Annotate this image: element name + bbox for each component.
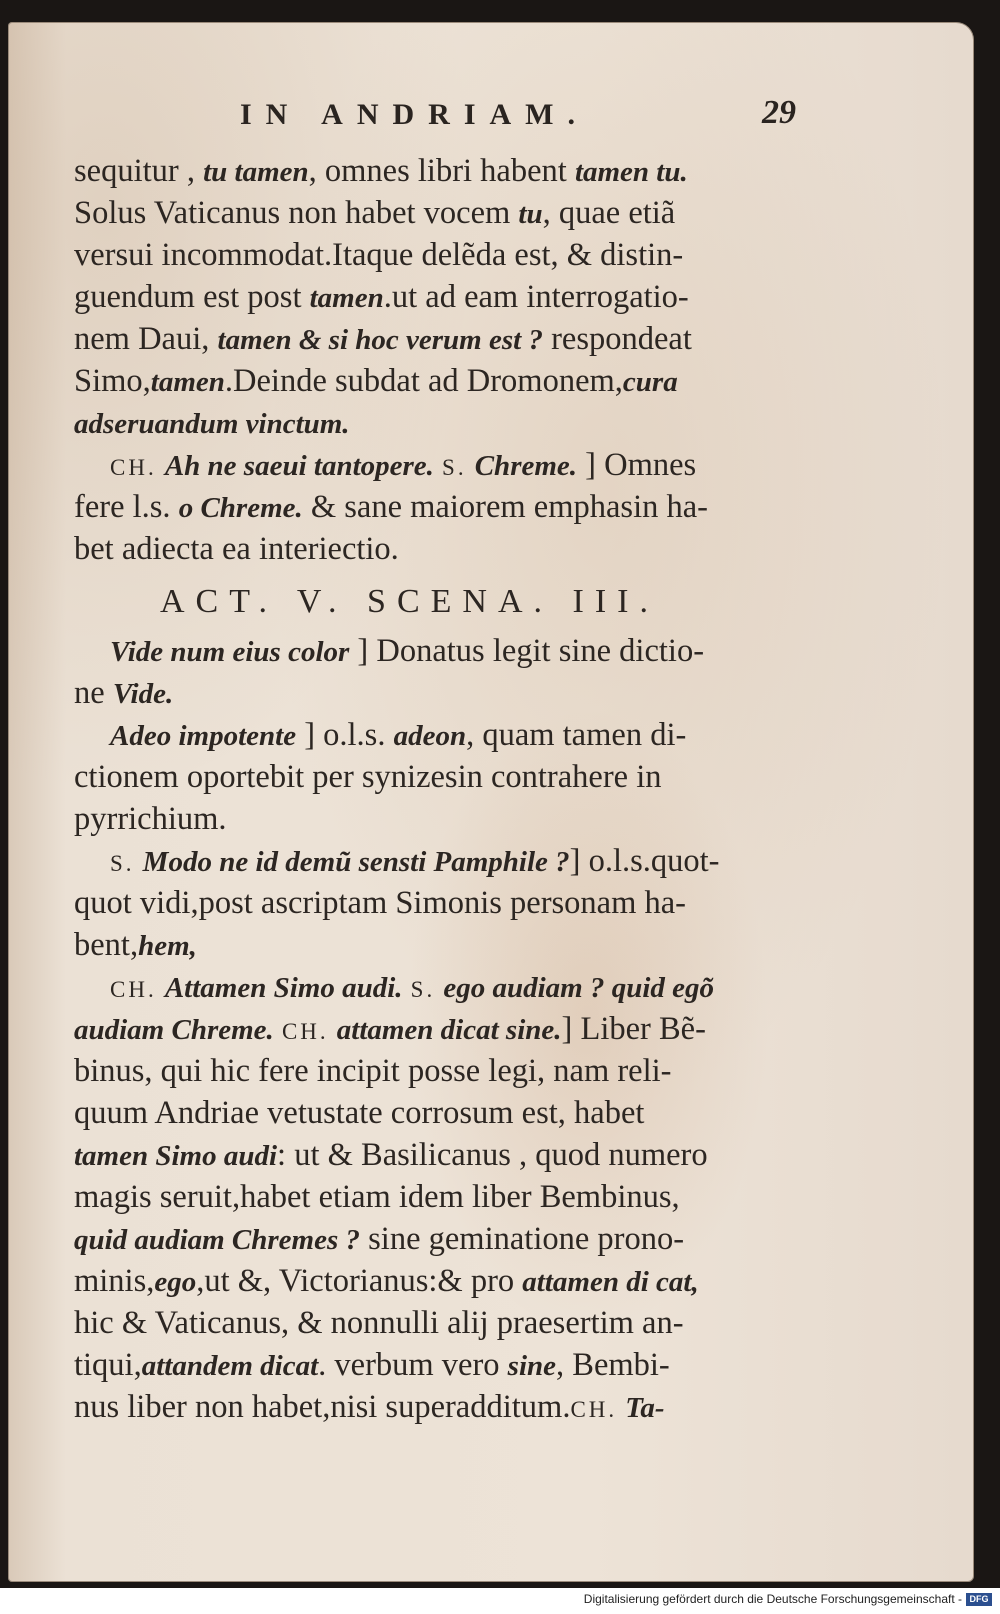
text-line: magis seruit,habet etiam idem liber Bembinus, [74, 1179, 680, 1215]
text-line: quot vidi,post ascriptam Simonis personam ha- [74, 885, 687, 921]
text-line: tiqui,attandem dicat. verbum vero sine, Bembi- [74, 1347, 670, 1383]
text-line: Solus Vaticanus non habet vocem tu, quae etiã [74, 195, 676, 231]
text-line: binus, qui hic fere incipit posse legi, nam reli- [74, 1053, 672, 1089]
text-line: CH. Ah ne saeui tantopere. S. Chreme. ] Omnes [110, 447, 697, 483]
text-line: nus liber non habet,nisi superadditum.CH. Ta- [74, 1389, 665, 1425]
text-line: Simo,tamen.Deinde subdat ad Dromonem,cura [74, 363, 678, 399]
text-line: pyrrichium. [74, 801, 227, 837]
main-text [74, 150, 804, 1428]
page-header [0, 94, 1000, 138]
scene-heading: ACT. V. SCENA. III. [160, 583, 659, 620]
text-line: ne Vide. [74, 675, 174, 711]
funding-credit: Digitalisierung gefördert durch die Deutsche Forschungsgemeinschaft - [583, 1592, 962, 1606]
text-line: bet adiecta ea interiectio. [74, 531, 399, 567]
text-line: versui incommodat.Itaque delẽda est, & distin- [74, 237, 684, 273]
text-line: bent,hem, [74, 927, 197, 963]
text-line: S. Modo ne id demũ sensti Pamphile ?] o.l.s.quot- [110, 843, 720, 879]
text-line: hic & Vaticanus, & nonnulli alij praesertim an- [74, 1305, 684, 1341]
running-head: IN ANDRIAM. [240, 98, 589, 131]
page-number: 29 [762, 94, 796, 131]
text-line: quum Andriae vetustate corrosum est, habet [74, 1095, 645, 1131]
text-line: sequitur , tu tamen, omnes libri habent tamen tu. [74, 153, 688, 189]
text-line: guendum est post tamen.ut ad eam interrogatio- [74, 279, 689, 315]
text-line: audiam Chreme. CH. attamen dicat sine.] Liber Bẽ- [74, 1011, 706, 1047]
dfg-logo: DFG [966, 1593, 992, 1606]
text-line: ctionem oportebit per synizesin contrahere in [74, 759, 662, 795]
text-line: CH. Attamen Simo audi. S. ego audiam ? quid egõ [110, 972, 714, 1004]
text-line: Vide num eius color ] Donatus legit sine dictio- [110, 633, 705, 669]
text-line: quid audiam Chremes ? sine geminatione prono- [74, 1221, 685, 1257]
footer-bar [0, 1588, 1000, 1614]
text-line: adseruandum vinctum. [74, 408, 350, 440]
text-line: minis,ego,ut &, Victorianus:& pro attamen di cat, [74, 1263, 699, 1299]
text-line: fere l.s. o Chreme. & sane maiorem emphasin ha- [74, 489, 708, 525]
text-line: nem Daui, tamen & si hoc verum est ? respondeat [74, 321, 692, 357]
text-line: tamen Simo audi: ut & Basilicanus , quod numero [74, 1137, 708, 1173]
text-line: Adeo impotente ] o.l.s. adeon, quam tamen di- [110, 717, 687, 753]
